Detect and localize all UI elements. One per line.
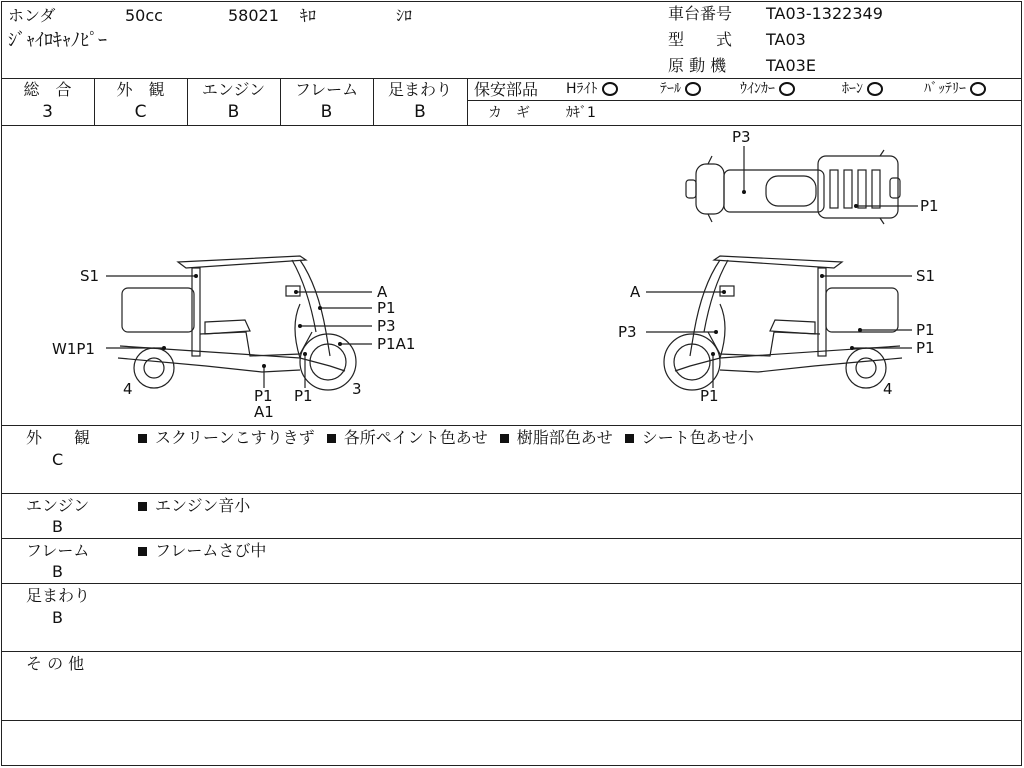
bullet-icon <box>138 547 147 556</box>
label-a-left: A <box>377 283 388 301</box>
grade-exterior-value: C <box>134 102 147 122</box>
grade-engine-label: エンジン <box>201 80 266 99</box>
marker-dot <box>294 290 298 294</box>
grade-exterior-label: 外 観 <box>116 80 165 99</box>
divider <box>1 720 1022 721</box>
bullet-icon <box>500 434 509 443</box>
remark-exterior-items <box>138 430 766 446</box>
marker-dot <box>303 352 307 356</box>
marker-dot <box>162 346 166 350</box>
label-p1-right: P1 <box>916 321 935 339</box>
remark-engine-grade: B <box>52 517 63 536</box>
grade-engine-value: B <box>227 102 240 122</box>
remark-item: スクリーンこすりきず <box>155 428 315 447</box>
grade-suspension-value: B <box>414 102 426 122</box>
type-value: TA03 <box>766 30 806 49</box>
divider <box>1 493 1022 494</box>
marker-dot <box>820 274 824 278</box>
marker-dot <box>318 306 322 310</box>
label-p1-right2: P1 <box>916 339 935 357</box>
label-s1-right: S1 <box>916 267 936 285</box>
divider <box>1 425 1022 426</box>
label-p1a1-left: P1A1 <box>377 335 416 353</box>
safety-item-tail: ﾃｰﾙ <box>660 82 701 96</box>
frame-no-value: TA03-1322349 <box>766 4 883 23</box>
marker-dot <box>194 274 198 278</box>
bullet-icon <box>138 502 147 511</box>
bullet-icon <box>327 434 336 443</box>
remark-item: シート色あせ小 <box>641 428 754 447</box>
mileage: 58021 <box>228 6 279 25</box>
label-p1-bottom-left: P1 <box>254 387 273 405</box>
ok-circle-icon <box>867 82 883 96</box>
label-p1-bottom-right: P1 <box>700 387 719 405</box>
label-p1-top: P1 <box>920 197 939 215</box>
remark-engine-label: エンジン <box>26 496 90 515</box>
remark-item: 樹脂部色あせ <box>516 428 613 447</box>
marker-dot <box>338 342 342 346</box>
label-p3-right: P3 <box>618 323 637 341</box>
marker-dot <box>262 364 266 368</box>
frame-no-label: 車台番号 <box>668 4 733 23</box>
marker-dot <box>742 190 746 194</box>
bullet-icon <box>625 434 634 443</box>
key-label: カ ギ <box>488 105 530 121</box>
grade-suspension-label: 足まわり <box>387 80 452 99</box>
safety-item-horn: ﾎｰﾝ <box>842 82 883 96</box>
divider <box>467 78 468 125</box>
label-4-left: 4 <box>123 380 133 398</box>
type-label: 型 式 <box>668 30 733 49</box>
remark-exterior-grade: C <box>52 450 64 469</box>
divider <box>1 651 1022 652</box>
ok-circle-icon <box>779 82 795 96</box>
remark-item: フレームさび中 <box>155 541 267 560</box>
grade-overall-label: 総 合 <box>23 80 72 99</box>
safety-item-battery: ﾊﾞｯﾃﾘｰ <box>924 82 986 96</box>
key-value: ｶｷﾞ1 <box>566 105 596 121</box>
remark-other-label: そ の 他 <box>26 654 85 673</box>
remark-exterior-label: 外 観 <box>26 428 91 447</box>
engine-label: 原 動 機 <box>668 56 727 75</box>
model-name: ｼﾞｬｲﾛｷｬﾉﾋﾟｰ <box>8 30 107 51</box>
grade-overall-value: 3 <box>42 102 53 122</box>
marker-dot <box>714 330 718 334</box>
label-p3-top: P3 <box>732 128 751 146</box>
safety-label: 保安部品 <box>474 80 539 99</box>
label-p1-bottom-left2: P1 <box>294 387 313 405</box>
color: ｼﾛ <box>396 6 413 25</box>
marker-dot <box>298 324 302 328</box>
label-s1-left: S1 <box>80 267 100 285</box>
label-p1-left: P1 <box>377 299 396 317</box>
ok-circle-icon <box>970 82 986 96</box>
label-3-left: 3 <box>352 380 362 398</box>
bullet-icon <box>138 434 147 443</box>
marker-dot <box>850 346 854 350</box>
scooter-top-view <box>686 150 900 224</box>
marker-dot <box>711 352 715 356</box>
remark-item: エンジン音小 <box>155 496 251 515</box>
grade-frame-value: B <box>320 102 333 122</box>
divider <box>467 100 1022 101</box>
marker-dot <box>858 328 862 332</box>
label-p3-left: P3 <box>377 317 396 335</box>
label-w1p1-left: W1P1 <box>52 340 95 358</box>
safety-item-winker: ｳｲﾝｶｰ <box>740 82 795 96</box>
remark-frame-label: フレーム <box>26 541 90 560</box>
damage-diagram <box>0 126 1024 424</box>
engine-value: TA03E <box>766 56 816 75</box>
label-4-right: 4 <box>883 380 893 398</box>
divider <box>1 78 1022 79</box>
remark-frame-items <box>138 543 278 559</box>
displacement: 50cc <box>125 6 163 25</box>
divider <box>1 538 1022 539</box>
marker-dot <box>722 290 726 294</box>
label-a-right: A <box>630 283 641 301</box>
remark-item: 各所ペイント色あせ <box>343 428 488 447</box>
leader-lines <box>106 146 918 388</box>
remark-frame-grade: B <box>52 562 63 581</box>
grade-frame-label: フレーム <box>294 80 359 99</box>
remark-engine-items <box>138 498 262 514</box>
label-a1-left: A1 <box>254 403 274 421</box>
maker: ホンダ <box>8 6 56 25</box>
mileage-unit: ｷﾛ <box>300 6 317 25</box>
ok-circle-icon <box>602 82 618 96</box>
remark-suspension-grade: B <box>52 608 63 627</box>
marker-dot <box>854 204 858 208</box>
divider <box>1 583 1022 584</box>
safety-item-headlight: Hﾗｲﾄ <box>566 82 618 96</box>
remark-suspension-label: 足まわり <box>26 586 91 605</box>
ok-circle-icon <box>685 82 701 96</box>
